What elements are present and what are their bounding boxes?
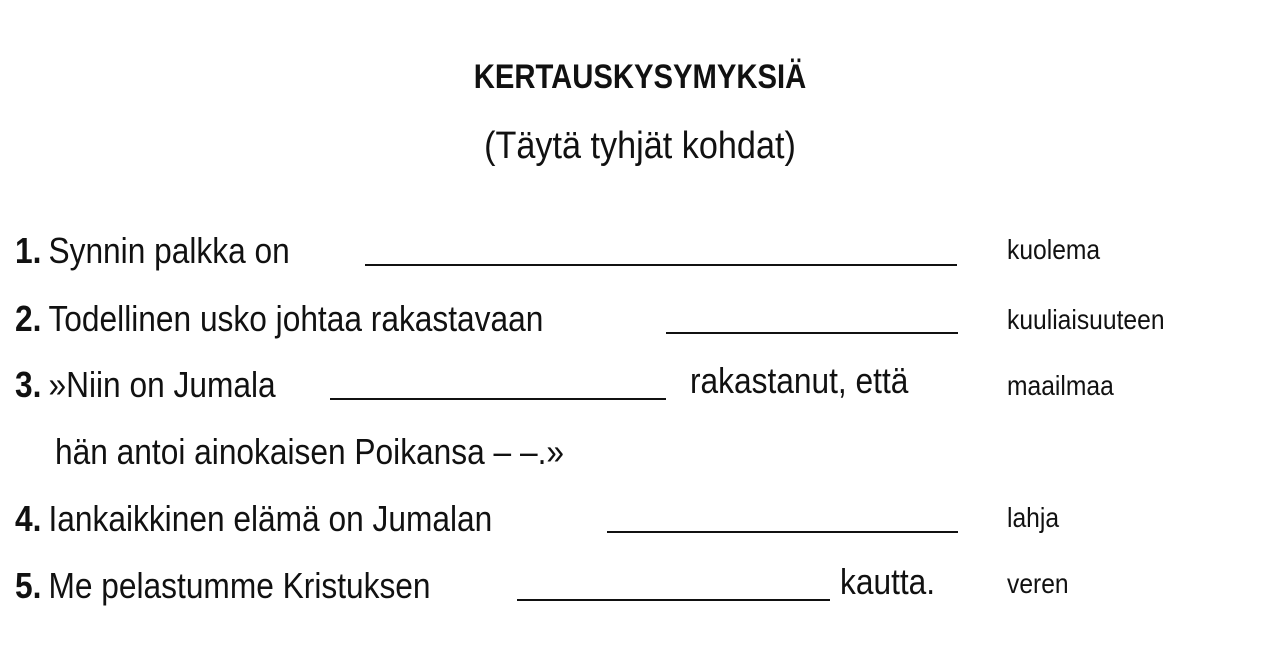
answer-blank-4[interactable] xyxy=(607,531,958,533)
answer-blank-2[interactable] xyxy=(666,332,958,334)
question-5 xyxy=(15,557,487,607)
question-text: Me pelastumme Kristuksen xyxy=(48,565,431,606)
answer-hint-5: veren xyxy=(1007,568,1069,599)
answer-hint-2: kuuliaisuuteen xyxy=(1007,304,1165,335)
answer-hint-4: lahja xyxy=(1007,502,1060,533)
question-2 xyxy=(15,290,615,340)
page-title: KERTAUSKYSYMYKSIÄ xyxy=(473,58,807,96)
answer-hint-3: maailmaa xyxy=(1007,370,1114,401)
answer-blank-5[interactable] xyxy=(517,599,830,601)
question-text-after: kautta. xyxy=(840,561,936,602)
question-text: Todellinen usko johtaa rakastavaan xyxy=(48,298,544,339)
question-text-continuation: hän antoi ainokaisen Poikansa – –.» xyxy=(55,431,565,472)
question-3-continuation xyxy=(55,423,633,473)
question-number: 5. xyxy=(15,565,42,606)
question-text: »Niin on Jumala xyxy=(48,364,276,405)
answer-blank-1[interactable] xyxy=(365,264,957,266)
page-subtitle: (Täytä tyhjät kohdat) xyxy=(484,125,796,167)
question-3 xyxy=(15,356,311,406)
question-number: 1. xyxy=(15,230,42,271)
question-number: 2. xyxy=(15,298,42,339)
question-1 xyxy=(15,222,327,272)
question-text: Synnin palkka on xyxy=(48,230,290,271)
question-number: 3. xyxy=(15,364,42,405)
question-text: Iankaikkinen elämä on Jumalan xyxy=(48,498,493,539)
answer-blank-3[interactable] xyxy=(330,398,666,400)
answer-hint-1: kuolema xyxy=(1007,234,1101,265)
question-number: 4. xyxy=(15,498,42,539)
question-4 xyxy=(15,490,557,540)
question-text-after: rakastanut, että xyxy=(690,360,909,401)
